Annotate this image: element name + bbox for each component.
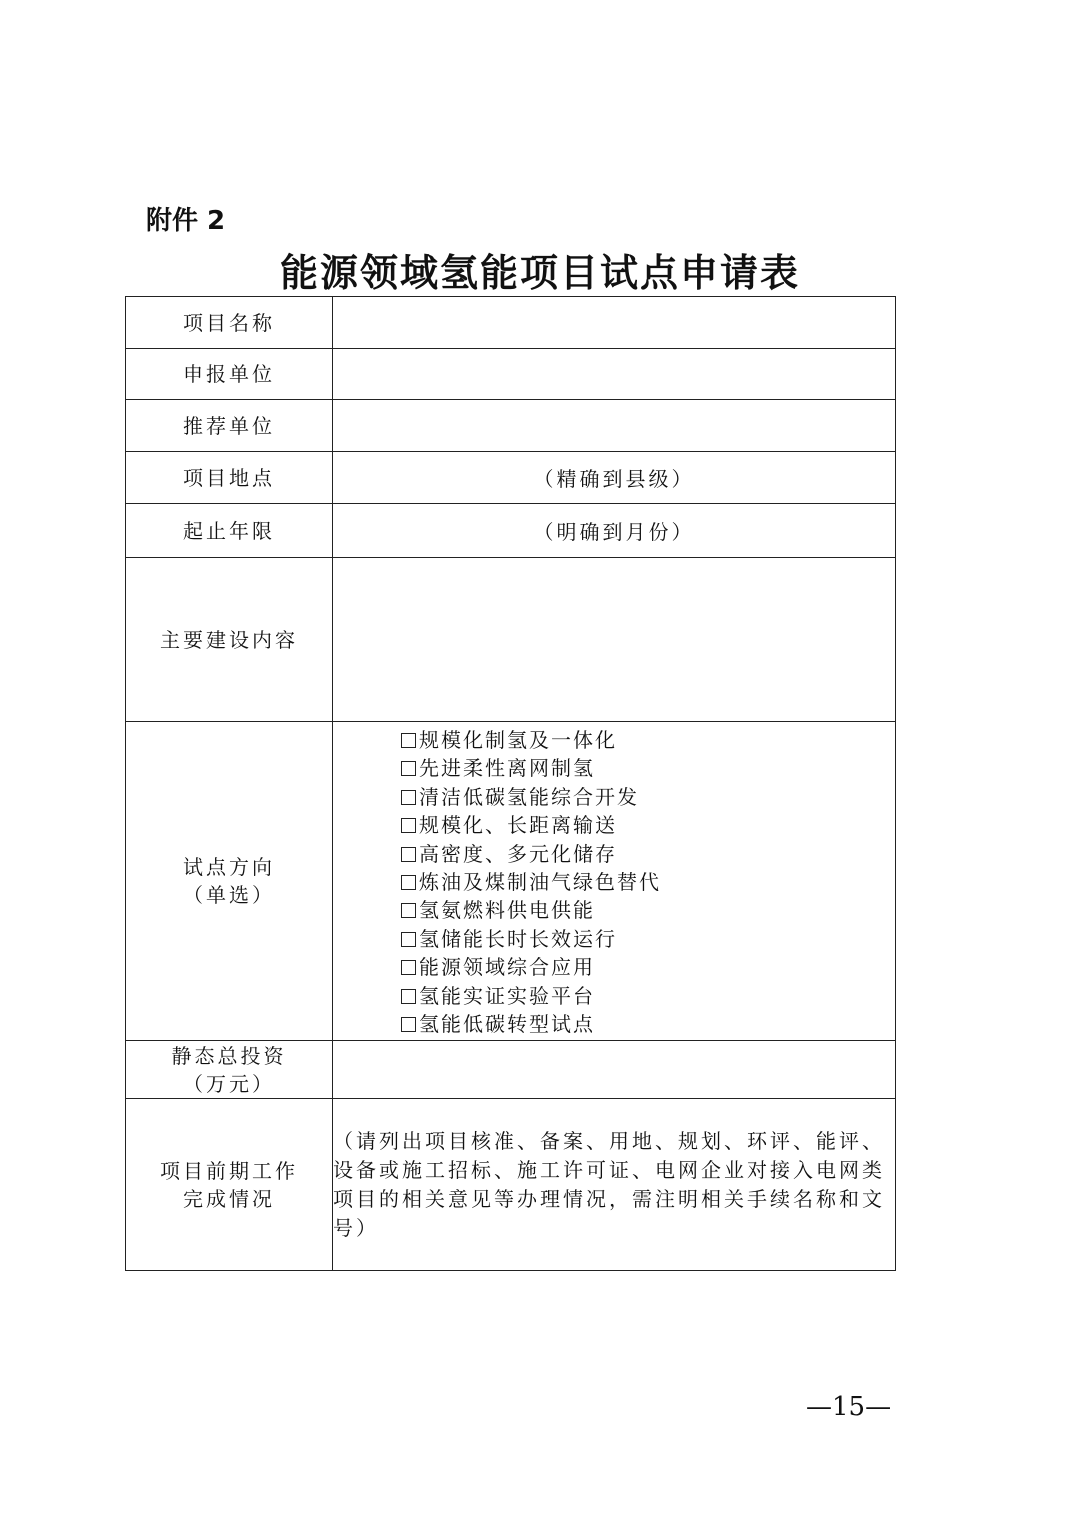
pilot-option[interactable]	[401, 868, 895, 896]
recommender-field[interactable]	[333, 400, 896, 452]
investment-label	[126, 1041, 333, 1099]
row-location	[126, 452, 896, 504]
pilot-direction-label-line1: 试点方向	[183, 855, 275, 880]
duration-label: 起止年限	[126, 504, 333, 558]
pilot-option-label: 高密度、多元化储存	[419, 841, 617, 866]
checkbox-icon[interactable]	[401, 932, 416, 947]
preliminary-work-field[interactable]: （请列出项目核准、备案、用地、规划、环评、能评、设备或施工招标、施工许可证、电网企业对接入电网类项目的相关意见等办理情况，需注明相关手续名称和文号）	[333, 1099, 896, 1271]
pilot-option-label: 氢氨燃料供电供能	[419, 898, 595, 923]
preliminary-work-label-line1: 项目前期工作	[160, 1158, 298, 1183]
row-project-name	[126, 297, 896, 349]
pilot-option-label: 清洁低碳氢能综合开发	[419, 784, 639, 809]
applicant-field[interactable]	[333, 349, 896, 400]
row-recommender	[126, 400, 896, 452]
pilot-option[interactable]	[401, 726, 895, 754]
row-construction-content	[126, 558, 896, 722]
investment-field[interactable]	[333, 1041, 896, 1099]
pilot-direction-label	[126, 722, 333, 1041]
checkbox-icon[interactable]	[401, 960, 416, 975]
construction-content-label: 主要建设内容	[126, 558, 333, 722]
preliminary-work-label	[126, 1099, 333, 1271]
row-preliminary-work	[126, 1099, 896, 1271]
checkbox-icon[interactable]	[401, 733, 416, 748]
investment-label-line1: 静态总投资	[171, 1043, 287, 1068]
project-name-field[interactable]	[333, 297, 896, 349]
pilot-option-label: 规模化、长距离输送	[419, 813, 617, 838]
pilot-direction-options	[333, 722, 896, 1041]
location-field[interactable]: （精确到县级）	[333, 452, 896, 504]
pilot-option-label: 能源领域综合应用	[419, 955, 595, 980]
pilot-option[interactable]	[401, 811, 895, 839]
pilot-option-label: 先进柔性离网制氢	[419, 756, 595, 781]
checkbox-icon[interactable]	[401, 875, 416, 890]
pilot-option[interactable]	[401, 754, 895, 782]
row-applicant	[126, 349, 896, 400]
pilot-option-label: 氢能低碳转型试点	[419, 1012, 595, 1037]
pilot-option-label: 氢能实证实验平台	[419, 983, 595, 1008]
applicant-label: 申报单位	[126, 349, 333, 400]
row-pilot-direction	[126, 722, 896, 1041]
project-name-label: 项目名称	[126, 297, 333, 349]
row-investment	[126, 1041, 896, 1099]
checkbox-icon[interactable]	[401, 790, 416, 805]
checkbox-icon[interactable]	[401, 1017, 416, 1032]
pilot-option[interactable]	[401, 982, 895, 1010]
recommender-label: 推荐单位	[126, 400, 333, 452]
pilot-option[interactable]	[401, 783, 895, 811]
pilot-direction-label-line2: （单选）	[183, 883, 275, 908]
pilot-option[interactable]	[401, 1010, 895, 1038]
checkbox-icon[interactable]	[401, 818, 416, 833]
investment-label-line2: （万元）	[183, 1071, 275, 1096]
row-duration	[126, 504, 896, 558]
attachment-label: 附件 2	[146, 206, 226, 236]
pilot-option-label: 规模化制氢及一体化	[419, 728, 617, 752]
checkbox-icon[interactable]	[401, 989, 416, 1004]
checkbox-icon[interactable]	[401, 847, 416, 862]
preliminary-work-label-line2: 完成情况	[183, 1186, 275, 1211]
construction-content-field[interactable]	[333, 558, 896, 722]
pilot-option-label: 氢储能长时长效运行	[419, 926, 617, 951]
pilot-option[interactable]	[401, 953, 895, 981]
duration-field[interactable]: （明确到月份）	[333, 504, 896, 558]
form-title: 能源领域氢能项目试点申请表	[279, 250, 800, 295]
pilot-option[interactable]	[401, 896, 895, 924]
pilot-option[interactable]	[401, 840, 895, 868]
pilot-option-label: 炼油及煤制油气绿色替代	[419, 870, 661, 895]
checkbox-icon[interactable]	[401, 761, 416, 776]
pilot-option[interactable]	[401, 925, 895, 953]
location-label: 项目地点	[126, 452, 333, 504]
checkbox-icon[interactable]	[401, 903, 416, 918]
application-form-table	[125, 296, 896, 1271]
page-number: —15—	[806, 1392, 892, 1422]
